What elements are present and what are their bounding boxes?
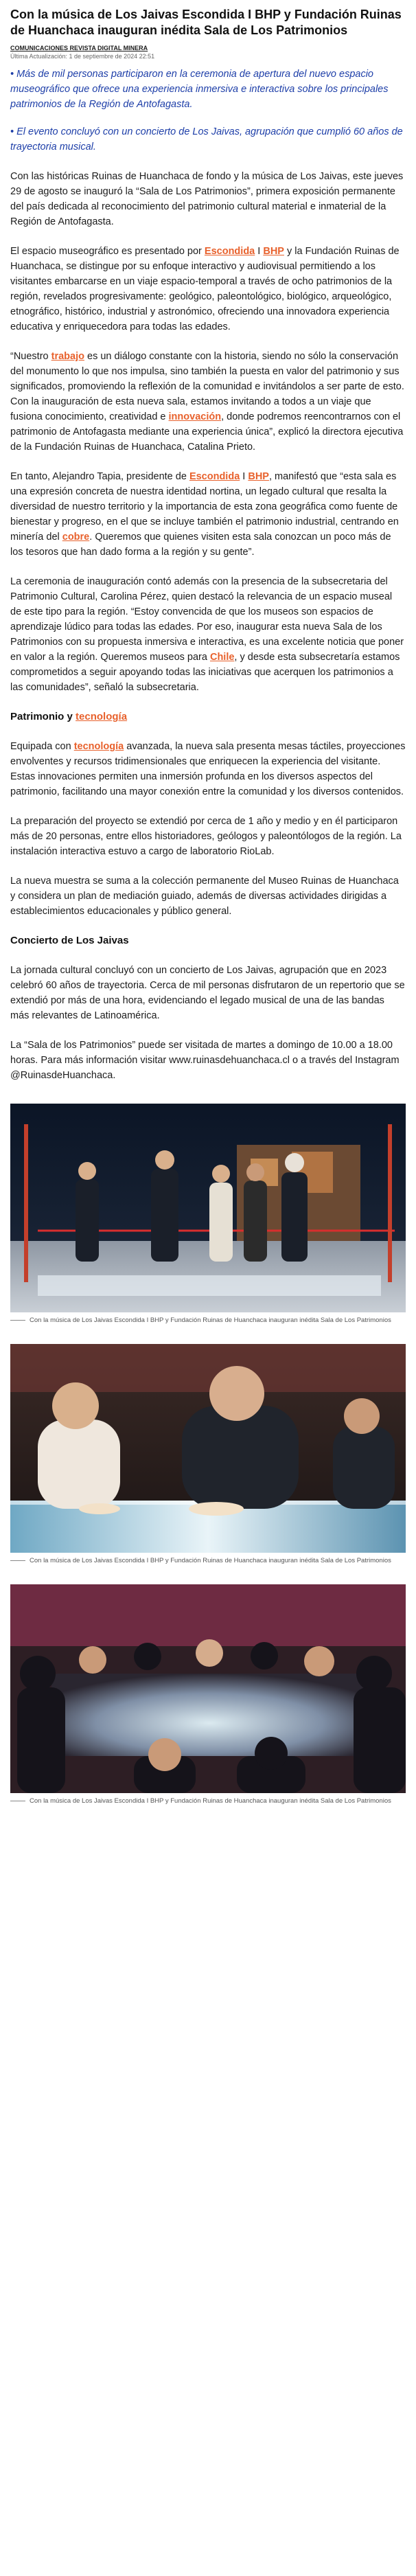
link-chile[interactable]: Chile — [209, 652, 235, 663]
paragraph-2: El espacio museográfico es presentado por Escondida I BHP y la Fundación Ruinas de Huanchaca, se distingue por su enfoque interactivo y audiovisual permitiendo a los visitantes embarcarse en un viaje espacio-temporal a través de ocho patrimonios de la región, revelados progresivamente: geológico, paleontológico, biológico, arqueológico, etnográfico, histórico, industrial y astronómico, ofreciendo una innovadora experiencia educativa y enriquecedora para todas las edades. — [10, 246, 400, 332]
photo-interactive-table[interactable] — [10, 1344, 406, 1553]
paragraph-7: La preparación del proyecto se extendió por cerca de 1 año y medio y en él participaron más de 20 personas, entre ellos historiadores, geólogos y paleontólogos de la región. La instalación interactiva estuvo a cargo de laboratorio RioLab. — [10, 816, 402, 857]
paragraph-1: Con las históricas Ruinas de Huanchaca de fondo y la música de Los Jaivas, este jueves 29 de agosto se inauguró la “Sala de Los Patrimonios”, primera exposición permanente del país dedicada al reconocimiento del patrimonio cultural material e inmaterial de la Región de Antofagasta. — [10, 171, 404, 227]
updated-date: Última Actualización: 1 de septiembre de 2024 22:51 — [10, 53, 155, 60]
photo-caption-1: Con la música de Los Jaivas Escondida I BHP y Fundación Ruinas de Huanchaca inauguran inédita Sala de Los Patrimonios — [10, 1316, 406, 1325]
interactive-table-image — [10, 1344, 406, 1553]
paragraph-6: Equipada con tecnología avanzada, la nueva sala presenta mesas táctiles, proyecciones envolventes y recursos tridimensionales que enriquecen la experiencia del visitante. Estas innovaciones permiten una inmersión profunda en los diversos aspectos del patrimonio, facilitando una mayor conexión entre la comunidad y los diversos contenidos. — [10, 741, 406, 797]
link-trabajo[interactable]: trabajo — [51, 351, 84, 362]
link-bhp[interactable]: BHP — [263, 246, 284, 257]
article-content — [10, 7, 406, 1805]
section-heading-tecnologia: Patrimonio y tecnología — [10, 711, 128, 722]
paragraph-5: La ceremonia de inauguración contó además con la presencia de la subsecretaria del Patrimonio Cultural, Carolina Pérez, quien destacó la relevancia de un espacio museal de este tipo para la región. “Estoy convencida de que los museos son espacios de aprendizaje lúdico para todas las edades. Por eso, inaugurar esta nueva Sala de los Patrimonios con su propuesta inmersiva e interactiva, es una excelente noticia que poner en valor a la región. Queremos museos para Chile, y desde esta subsecretaría estamos comprometidos a seguir apoyando todas las iniciativas que acerquen los patrimonios a las comunidades”, señaló la subsecretaria. — [10, 576, 404, 693]
paragraph-10: La “Sala de los Patrimonios” puede ser visitada de martes a domingo de 10.00 a 18.00 horas. Para más información visitar www.ruinasdehuanchaca.cl o a través del Instagram @RuinasdeHuanchaca. — [10, 1040, 400, 1081]
article-title: Con la música de Los Jaivas Escondida I BHP y Fundación Ruinas de Huanchaca inauguran inédita Sala de Los Patrimonios — [10, 8, 402, 37]
photo-ribbon-cutting[interactable] — [10, 1104, 406, 1312]
photo-caption-3: Con la música de Los Jaivas Escondida I BHP y Fundación Ruinas de Huanchaca inauguran inédita Sala de Los Patrimonios — [10, 1797, 406, 1805]
paragraph-9: La jornada cultural concluyó con un concierto de Los Jaivas, agrupación que en 2023 celebró 60 años de trayectoria. Cerca de mil personas disfrutaron de un repertorio que se extendió por más de una hora, evidenciando el legado musical de una de las bandas más relevantes de Latinoamérica. — [10, 965, 405, 1021]
audience-table-image — [10, 1584, 406, 1793]
lead-bullet-1: • Más de mil personas participaron en la ceremonia de apertura del nuevo espacio museográfico que ofrece una experiencia inmersiva e interactiva sobre los principales patrimonios de la Región de Antofagasta. — [10, 69, 389, 110]
link-tecnologia[interactable]: tecnología — [76, 711, 128, 722]
section-heading-concierto: Concierto de Los Jaivas — [10, 935, 129, 946]
link-escondida[interactable]: Escondida — [204, 246, 255, 257]
link-cobre[interactable]: cobre — [62, 532, 90, 543]
link-bhp[interactable]: BHP — [248, 471, 269, 482]
lead-bullet-2: • El evento concluyó con un concierto de Los Jaivas, agrupación que cumplió 60 años de trayectoria musical. — [10, 126, 403, 152]
ribbon-cutting-image — [10, 1104, 406, 1312]
author-org-link[interactable]: COMUNICACIONES REVISTA DIGITAL MINERA — [10, 45, 148, 52]
paragraph-8: La nueva muestra se suma a la colección permanente del Museo Ruinas de Huanchaca y considera un plan de mediación guiado, además de diversas actividades dirigidas a establecimientos educacionales y público general. — [10, 876, 399, 917]
link-tecnologia[interactable]: tecnología — [73, 741, 124, 752]
link-innovacion[interactable]: innovación — [168, 411, 222, 422]
photo-caption-2: Con la música de Los Jaivas Escondida I BHP y Fundación Ruinas de Huanchaca inauguran inédita Sala de Los Patrimonios — [10, 1556, 406, 1565]
paragraph-3: “Nuestro trabajo es un diálogo constante con la historia, siendo no sólo la conservación del monumento lo que nos impulsa, sino también la puesta en valor del patrimonio y sus significados, promoviendo la reflexión de la comunidad e invitándolos a ser parte de esto. Con la inauguración de esta nueva sala, estamos invitando a todos a un viaje que fusiona conocimiento, creatividad e innovación, donde podremos reencontrarnos con el patrimonio de Antofagasta mediante una experiencia única”, explicó la directora ejecutiva de la Fundación Ruinas de Huanchaca, Catalina Prieto. — [10, 351, 404, 453]
paragraph-4: En tanto, Alejandro Tapia, presidente de Escondida I BHP, manifestó que “esta sala es una expresión concreta de nuestra identidad nortina, un legado cultural que resalta la diversidad de nuestro territorio y la importancia de esta zona geográfica como fuente de bienestar y progreso, en el que se incluye también el patrimonio industrial, centrando en minería del cobre. Queremos que quienes visiten esta sala conozcan un poco más de los tesoros que han dado forma a la región y su gente”. — [10, 471, 399, 558]
photo-audience-table[interactable] — [10, 1584, 406, 1793]
link-escondida[interactable]: Escondida — [189, 471, 240, 482]
